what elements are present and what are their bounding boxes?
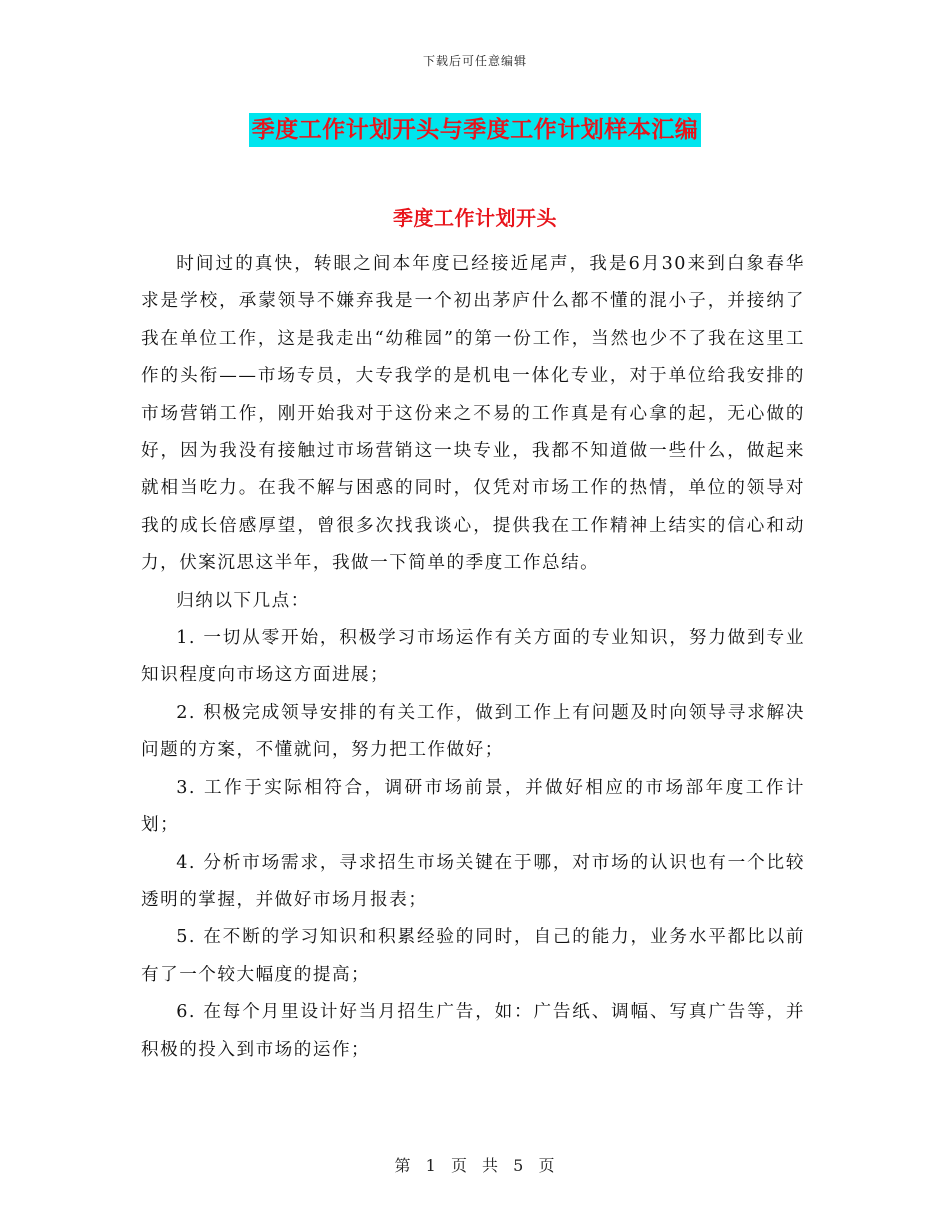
footer-page-word: 页 — [450, 1156, 468, 1175]
page-footer — [0, 1153, 950, 1176]
footer-prefix: 第 — [394, 1156, 412, 1175]
footer-suffix: 页 — [538, 1156, 556, 1175]
section-title: 季度工作计划开头 — [393, 206, 557, 230]
list-item: 4. 分析市场需求，寻求招生市场关键在于哪，对市场的认识也有一个比较透明的掌握，并做好市场月报表； — [141, 852, 805, 910]
list-item: 5. 在不断的学习知识和积累经验的同时，自己的能力，业务水平都比以前有了一个较大幅度的提高； — [141, 927, 805, 985]
document-title: 季度工作计划开头与季度工作计划样本汇编 — [249, 113, 702, 147]
paragraph-intro: 时间过的真快，转眼之间本年度已经接近尾声，我是6月30来到白象春华求是学校，承蒙领导不嫌弃我是一个初出茅庐什么都不懂的混小子，并接纳了我在单位工作，这是我走出“幼稚园”的第一份工作，当然也少不了我在这里工作的头衔——市场专员，大专我学的是机电一体化专业，对于单位给我安排的市场营销工作，刚开始我对于这份来之不易的工作真是有心拿的起，无心做的好，因为我没有接触过市场营销这一块专业，我都不知道做一些什么，做起来就相当吃力。在我不解与困惑的同时，仅凭对市场工作的热情，单位的领导对我的成长倍感厚望，曾很多次找我谈心，提供我在工作精神上结实的信心和动力，伏案沉思这半年，我做一下简单的季度工作总结。 — [141, 254, 805, 574]
document-title-wrapper — [0, 113, 950, 147]
footer-total-pages: 5 — [513, 1156, 525, 1175]
list-item: 3. 工作于实际相符合，调研市场前景，并做好相应的市场部年度工作计划； — [141, 777, 805, 836]
page-header-note: 下载后可任意编辑 — [422, 54, 527, 68]
list-item: 6. 在每个月里设计好当月招生广告，如：广告纸、调幅、写真广告等，并积极的投入到市场的运作； — [141, 1002, 805, 1060]
document-body — [141, 246, 805, 1069]
paragraph-summary-lead: 归纳以下几点： — [176, 590, 310, 611]
list-item: 1. 一切从零开始，积极学习市场运作有关方面的专业知识，努力做到专业知识程度向市场这方面进展； — [141, 628, 805, 686]
list-item: 2. 积极完成领导安排的有关工作，做到工作上有问题及时向领导寻求解决问题的方案，不懂就问，努力把工作做好； — [141, 702, 805, 761]
footer-current-page: 1 — [425, 1156, 437, 1175]
footer-total-prefix: 共 — [482, 1156, 500, 1175]
